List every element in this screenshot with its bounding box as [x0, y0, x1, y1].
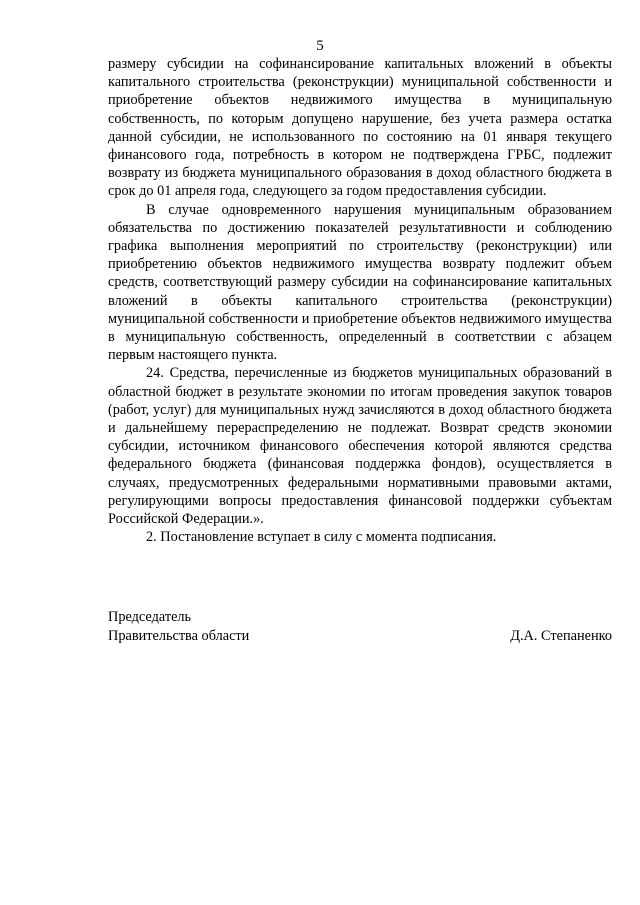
signatory-title-line1: Председатель: [108, 609, 192, 625]
page-number: 5: [316, 38, 324, 54]
signatory-name: Д.А. Степаненко: [510, 628, 612, 644]
signatory-row: [108, 627, 612, 646]
signatory-title-line2: Правительства области: [108, 628, 250, 644]
signature-block: [108, 608, 612, 646]
paragraph-item-24: 24. Средства, перечисленные из бюджетов муниципальных образований в областной бюджет в результате экономии по итогам проведения закупок товаров (работ, услуг) для муниципальных нужд зачисляются в доход областного бюджета и дальнейшему перераспределению не подлежат. Возврат средств экономии субсидии, источником финансового обеспечения которой являются средства федерального бюджета (финансовая поддержка фондов), осуществляется в случаях, предусмотренных федеральными нормативными правовыми актами, регулирующими вопросы предоставления финансовой поддержки субъектам Российской Федерации.».: [108, 365, 612, 528]
document-body: [108, 55, 612, 546]
paragraph-simultaneous-violation: В случае одновременного нарушения муниципальным образованием обязательства по достижению показателей результативности и соблюдению графика выполнения мероприятий по строительству (реконструкции) или приобретению объектов недвижимого имущества возврату подлежит объем средств, соответствующий размеру субсидии на софинансирование капитальных вложений в объекты капитального строительства (реконструкции) муниципальной собственности и приобретение объектов недвижимого имущества в муниципальную собственность, определенный в соответствии с абзацем первым настоящего пункта.: [108, 201, 612, 364]
paragraph-effective-date: 2. Постановление вступает в силу с момента подписания.: [146, 529, 497, 546]
paragraph-continuation: размеру субсидии на софинансирование капитальных вложений в объекты капитального строительства (реконструкции) муниципальной собственности и приобретение объектов недвижимого имущества в муниципальную собственность, по которым допущено нарушение, без учета размера остатка данной субсидии, не использованного по состоянию на 01 января текущего финансового года, потребность в котором не подтверждена ГРБС, подлежит возврату из бюджета муниципального образования в доход областного бюджета в срок до 01 апреля года, следующего за годом предоставления субсидии.: [108, 56, 612, 200]
